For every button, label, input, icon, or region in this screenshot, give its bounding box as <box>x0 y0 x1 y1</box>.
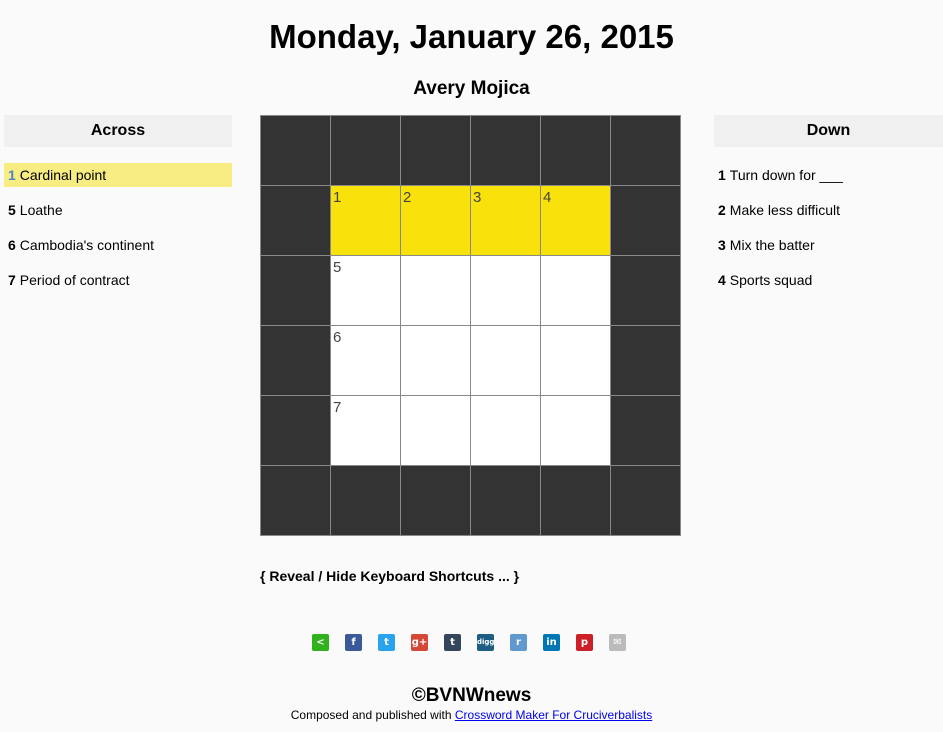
grid-cell[interactable] <box>541 396 611 466</box>
grid-block-cell <box>261 396 331 466</box>
grid-cell[interactable] <box>471 186 541 256</box>
cell-number: 7 <box>333 399 342 416</box>
clue-number: 3 <box>718 237 726 253</box>
clue-number: 1 <box>718 167 726 183</box>
puzzle-author: Avery Mojica <box>413 78 530 99</box>
grid-block-cell <box>261 256 331 326</box>
grid-cell[interactable] <box>401 186 471 256</box>
pinterest-icon[interactable]: p <box>576 634 593 651</box>
clue-text: Loathe <box>19 202 63 218</box>
grid-cell[interactable] <box>471 396 541 466</box>
grid-block-cell <box>261 326 331 396</box>
grid-block-cell <box>611 396 681 466</box>
across-clue-5[interactable] <box>4 198 232 222</box>
grid-cell[interactable] <box>401 256 471 326</box>
crossword-maker-link[interactable]: Crossword Maker For Cruciverbalists <box>454 708 653 722</box>
grid-block-cell <box>331 466 401 536</box>
grid-cell[interactable] <box>541 326 611 396</box>
clue-number: 2 <box>718 202 726 218</box>
grid-block-cell <box>401 116 471 186</box>
grid-block-cell <box>261 186 331 256</box>
grid-cell[interactable] <box>331 396 401 466</box>
clue-text: Cambodia's continent <box>19 237 154 253</box>
grid-block-cell <box>611 186 681 256</box>
grid-cell[interactable] <box>401 396 471 466</box>
clue-text: Period of contract <box>19 272 130 288</box>
twitter-icon[interactable]: t <box>378 634 395 651</box>
grid-block-cell <box>261 116 331 186</box>
clue-text: Make less difficult <box>729 202 841 218</box>
google-plus-icon[interactable]: g+ <box>411 634 428 651</box>
grid-cell[interactable] <box>541 256 611 326</box>
keyboard-shortcuts-toggle[interactable]: { Reveal / Hide Keyboard Shortcuts ... } <box>260 568 520 584</box>
across-clues-panel <box>4 115 232 303</box>
down-clue-list <box>714 163 943 292</box>
crossword-grid <box>260 115 681 536</box>
grid-block-cell <box>331 116 401 186</box>
cell-number: 2 <box>403 189 412 206</box>
clue-number: 4 <box>718 272 726 288</box>
clue-number: 5 <box>8 202 16 218</box>
across-clue-7[interactable] <box>4 268 232 292</box>
grid-cell[interactable] <box>331 256 401 326</box>
grid-block-cell <box>611 256 681 326</box>
cell-number: 6 <box>333 329 342 346</box>
reddit-icon[interactable]: r <box>510 634 527 651</box>
across-clue-list <box>4 163 232 292</box>
grid-cell[interactable] <box>401 326 471 396</box>
share-icon[interactable]: < <box>312 634 329 651</box>
cell-number: 3 <box>473 189 482 206</box>
footer-credit <box>0 708 943 722</box>
grid-block-cell <box>541 116 611 186</box>
down-clues-panel <box>714 115 943 303</box>
down-clue-4[interactable] <box>714 268 943 292</box>
grid-block-cell <box>611 116 681 186</box>
clue-text: Mix the batter <box>729 237 815 253</box>
grid-cell[interactable] <box>331 186 401 256</box>
grid-cell[interactable] <box>331 326 401 396</box>
down-heading: Down <box>714 115 943 147</box>
clue-text: Cardinal point <box>19 167 107 183</box>
email-icon[interactable]: ✉ <box>609 634 626 651</box>
grid-block-cell <box>401 466 471 536</box>
grid-cell[interactable] <box>471 256 541 326</box>
clue-text: Turn down for ___ <box>729 167 843 183</box>
down-clue-3[interactable] <box>714 233 943 257</box>
across-clue-1[interactable] <box>4 163 232 187</box>
facebook-icon[interactable]: f <box>345 634 362 651</box>
puzzle-date-title: Monday, January 26, 2015 <box>269 18 674 55</box>
grid-cell[interactable] <box>541 186 611 256</box>
across-heading: Across <box>4 115 232 147</box>
clue-number: 1 <box>8 167 16 183</box>
grid-block-cell <box>471 116 541 186</box>
digg-icon[interactable]: digg <box>477 634 494 651</box>
grid-cell[interactable] <box>471 326 541 396</box>
grid-block-cell <box>541 466 611 536</box>
credit-text: Composed and published with <box>290 708 455 722</box>
grid-block-cell <box>611 326 681 396</box>
linkedin-icon[interactable]: in <box>543 634 560 651</box>
down-clue-2[interactable] <box>714 198 943 222</box>
cell-number: 5 <box>333 259 342 276</box>
tumblr-icon[interactable]: t <box>444 634 461 651</box>
cell-number: 1 <box>333 189 342 206</box>
clue-text: Sports squad <box>729 272 813 288</box>
cell-number: 4 <box>543 189 552 206</box>
grid-block-cell <box>471 466 541 536</box>
footer-brand: ©BVNWnews <box>411 685 532 706</box>
grid-block-cell <box>611 466 681 536</box>
across-clue-6[interactable] <box>4 233 232 257</box>
clue-number: 7 <box>8 272 16 288</box>
grid-block-cell <box>261 466 331 536</box>
down-clue-1[interactable] <box>714 163 943 187</box>
clue-number: 6 <box>8 237 16 253</box>
